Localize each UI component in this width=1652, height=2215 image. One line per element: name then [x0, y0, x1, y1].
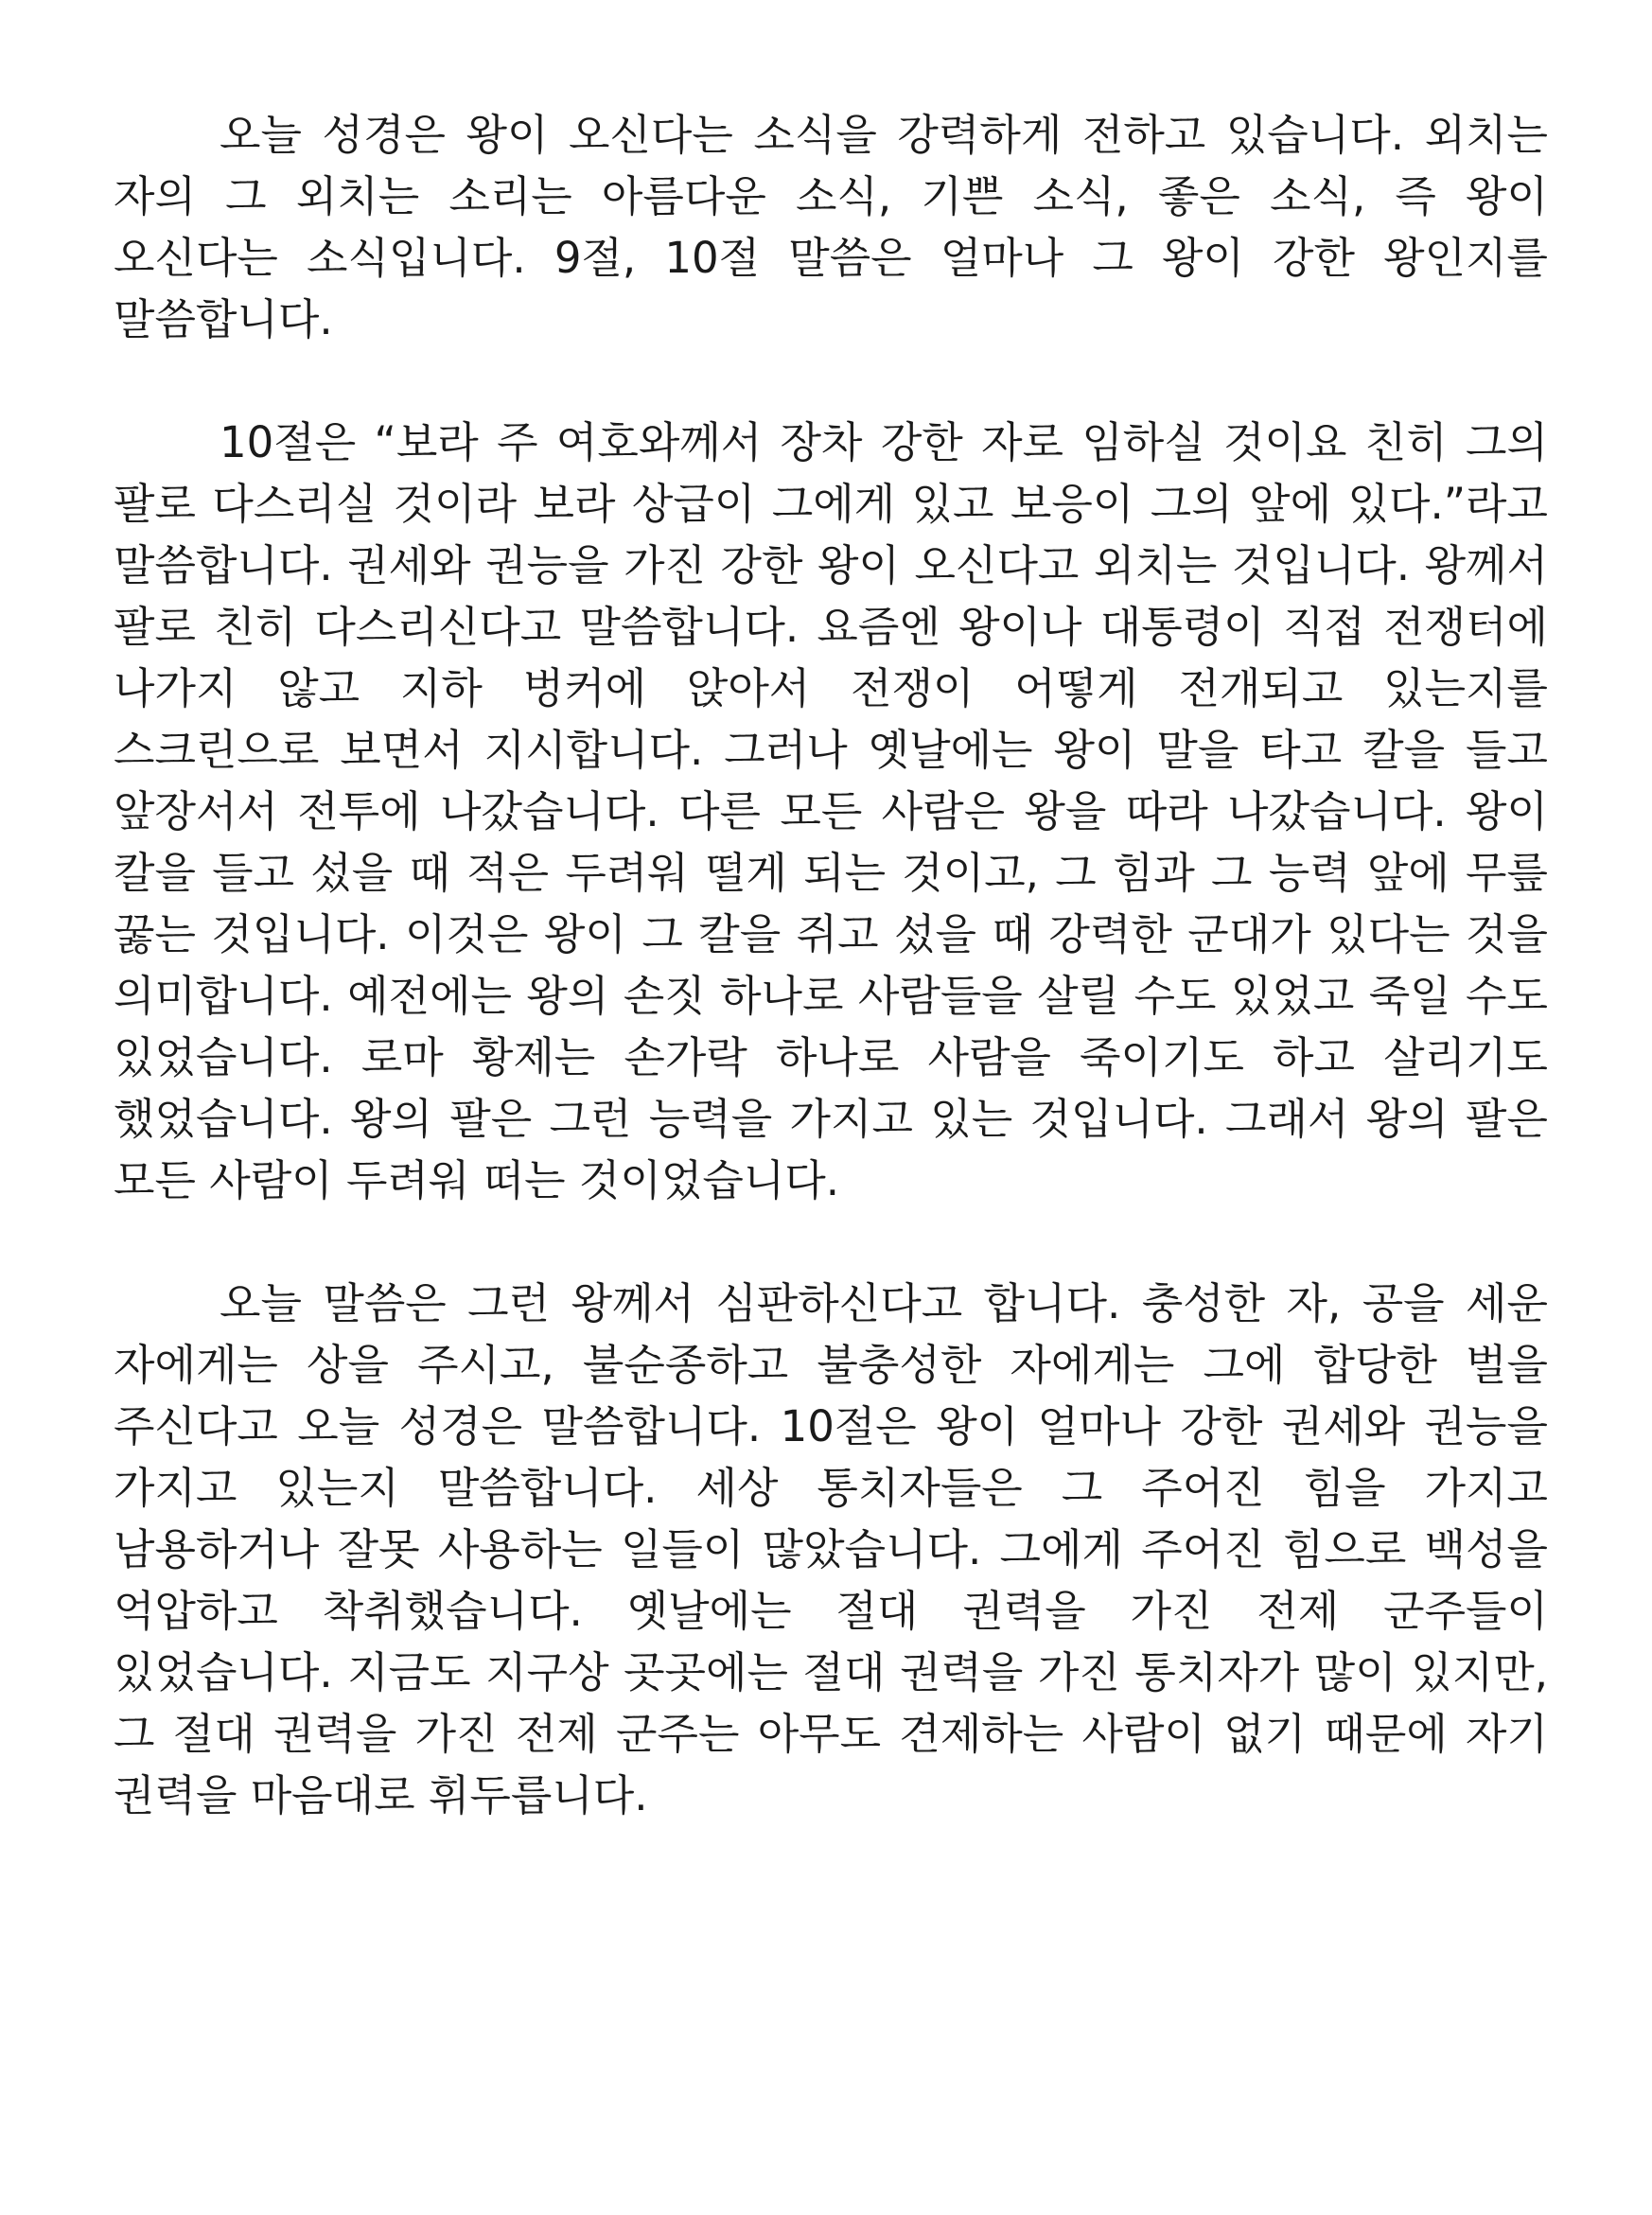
document-page: [114, 104, 1548, 1826]
paragraph-3: 오늘 말씀은 그런 왕께서 심판하신다고 합니다. 충성한 자, 공을 세운 자에게는 상을 주시고, 불순종하고 불충성한 자에게는 그에 합당한 벌을 주신다고 오늘 성경은 말씀합니다. 10절은 왕이 얼마나 강한 권세와 권능을 가지고 있는지 말씀합니다. 세상 통치자들은 그 주어진 힘을 가지고 남용하거나 잘못 사용하는 일들이 많았습니다. 그에게 주어진 힘으로 백성을 억압하고 착취했습니다. 옛날에는 절대 권력을 가진 전제 군주들이 있었습니다. 지금도 지구상 곳곳에는 절대 권력을 가진 통치자가 많이 있지만, 그 절대 권력을 가진 전제 군주는 아무도 견제하는 사람이 없기 때문에 자기 권력을 마음대로 휘두릅니다.: [114, 1278, 1548, 1820]
paragraph-2: 10절은 “보라 주 여호와께서 장차 강한 자로 임하실 것이요 친히 그의 팔로 다스리실 것이라 보라 상급이 그에게 있고 보응이 그의 앞에 있다.”라고 말씀합니다. 권세와 권능을 가진 강한 왕이 오신다고 외치는 것입니다. 왕께서 팔로 친히 다스리신다고 말씀합니다. 요즘엔 왕이나 대통령이 직접 전쟁터에 나가지 않고 지하 벙커에 앉아서 전쟁이 어떻게 전개되고 있는지를 스크린으로 보면서 지시합니다. 그러나 옛날에는 왕이 말을 타고 칼을 들고 앞장서서 전투에 나갔습니다. 다른 모든 사람은 왕을 따라 나갔습니다. 왕이 칼을 들고 섰을 때 적은 두려워 떨게 되는 것이고, 그 힘과 그 능력 앞에 무릎 꿇는 것입니다. 이것은 왕이 그 칼을 쥐고 섰을 때 강력한 군대가 있다는 것을 의미합니다. 예전에는 왕의 손짓 하나로 사람들을 살릴 수도 있었고 죽일 수도 있었습니다. 로마 황제는 손가락 하나로 사람을 죽이기도 하고 살리기도 했었습니다. 왕의 팔은 그런 능력을 가지고 있는 것입니다. 그래서 왕의 팔은 모든 사람이 두려워 떠는 것이었습니다.: [114, 417, 1548, 1205]
paragraph-1: 오늘 성경은 왕이 오신다는 소식을 강력하게 전하고 있습니다. 외치는 자의 그 외치는 소리는 아름다운 소식, 기쁜 소식, 좋은 소식, 즉 왕이 오신다는 소식입니다. 9절, 10절 말씀은 얼마나 그 왕이 강한 왕인지를 말씀합니다.: [114, 110, 1548, 344]
